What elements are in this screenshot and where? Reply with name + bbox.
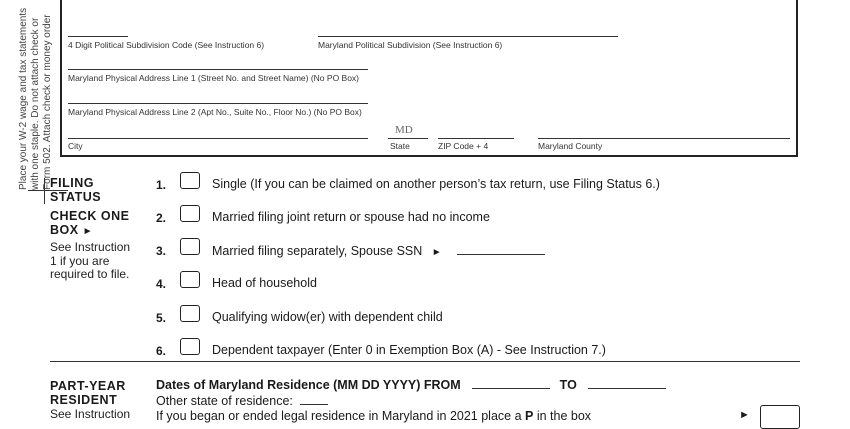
county-label: Maryland County [538, 141, 603, 151]
legal-residence-p: P [525, 409, 534, 423]
filing-heading-line1: FILING [50, 176, 94, 190]
filing-status-3-label: Married filing separately, Spouse SSN [212, 244, 423, 258]
check-one-line1: CHECK ONE [50, 209, 130, 223]
state-input[interactable] [388, 138, 428, 139]
filing-status-5-label: Qualifying widow(er) with dependent child [212, 310, 443, 324]
address-line2-label: Maryland Physical Address Line 2 (Apt No., Suite No., Floor No.) (No PO Box) [68, 107, 362, 117]
option-number: 1. [156, 178, 167, 192]
part-year-note: See Instruction [50, 407, 131, 421]
subdivision-code-label: 4 Digit Political Subdivision Code (See Instruction 6) [68, 40, 265, 50]
state-value: MD [395, 124, 413, 136]
address-line1-label: Maryland Physical Address Line 1 (Street No. and Street Name) (No PO Box) [68, 73, 360, 83]
part-year-line2: RESIDENT [50, 393, 118, 407]
filing-status-1-checkbox[interactable] [180, 172, 200, 189]
section-divider [50, 361, 800, 362]
pointer-arrow-icon: ► [739, 409, 750, 421]
legal-residence-text-post: in the box [533, 409, 592, 423]
residence-to-label: TO [559, 378, 577, 392]
part-year-heading [50, 379, 126, 407]
check-one-box-word: BOX [50, 223, 79, 237]
subdivision-code-input[interactable] [68, 36, 128, 37]
filing-heading-line2: STATUS [50, 190, 102, 204]
county-input[interactable] [538, 138, 790, 139]
spouse-ssn-input[interactable] [457, 243, 545, 255]
option-number: 4. [156, 277, 167, 291]
option-number: 3. [156, 244, 167, 258]
zip-label: ZIP Code + 4 [438, 141, 489, 151]
part-year-residence-box[interactable] [760, 405, 800, 429]
filing-status-2-checkbox[interactable] [180, 205, 200, 222]
filing-status-4-label: Head of household [212, 276, 317, 290]
side-note-line-2: with one staple. Do not attach check or [30, 17, 41, 190]
side-note-line-3: Form 502. Attach check or money order [42, 14, 53, 190]
filing-note-line1: See Instruction [50, 240, 131, 254]
residence-to-input[interactable] [588, 377, 666, 389]
filing-status-5-checkbox[interactable] [180, 305, 200, 322]
legal-residence-text-pre: If you began or ended legal residence in Maryland in 2021 place a [156, 409, 526, 423]
city-input[interactable] [68, 138, 368, 139]
other-state-label: Other state of residence: [156, 394, 293, 408]
option-number: 5. [156, 311, 167, 325]
filing-note-line2: 1 if you are [50, 253, 110, 268]
residence-from-input[interactable] [472, 377, 550, 389]
check-one-heading [50, 209, 130, 239]
crop-mark-vertical [44, 178, 45, 204]
other-state-row [156, 393, 328, 408]
filing-status-4-checkbox[interactable] [180, 271, 200, 288]
residence-dates-label: Dates of Maryland Residence (MM DD YYYY) FROM [156, 378, 461, 392]
pointer-arrow-icon: ► [431, 247, 442, 258]
filing-status-3-row [212, 243, 545, 258]
political-subdivision-label: Maryland Political Subdivision (See Instruction 6) [318, 40, 503, 50]
option-number: 6. [156, 344, 167, 358]
zip-input[interactable] [438, 138, 514, 139]
legal-residence-row [156, 409, 591, 423]
option-number: 2. [156, 211, 167, 225]
filing-status-3-checkbox[interactable] [180, 238, 200, 255]
side-note-line-1: Place your W-2 wage and tax statements [18, 7, 29, 190]
filing-status-note [50, 241, 130, 282]
state-label: State [390, 141, 410, 151]
address-line2-input[interactable] [68, 103, 368, 104]
other-state-input[interactable] [300, 393, 328, 405]
political-subdivision-input[interactable] [318, 36, 618, 37]
filing-status-1-label: Single (If you can be claimed on another person’s tax return, use Filing Status 6.) [212, 177, 660, 191]
part-year-line1: PART-YEAR [50, 379, 126, 393]
filing-status-6-checkbox[interactable] [180, 338, 200, 355]
filing-status-6-label: Dependent taxpayer (Enter 0 in Exemption Box (A) - See Instruction 7.) [212, 343, 606, 357]
city-label: City [68, 141, 83, 151]
check-one-line2 [50, 223, 130, 239]
filing-status-2-label: Married filing joint return or spouse had no income [212, 210, 490, 224]
pointer-arrow-icon: ► [82, 226, 93, 237]
filing-note-line3: required to file. [50, 267, 130, 281]
residence-dates-row [156, 377, 666, 392]
address-line1-input[interactable] [68, 69, 368, 70]
filing-status-heading [50, 176, 101, 204]
